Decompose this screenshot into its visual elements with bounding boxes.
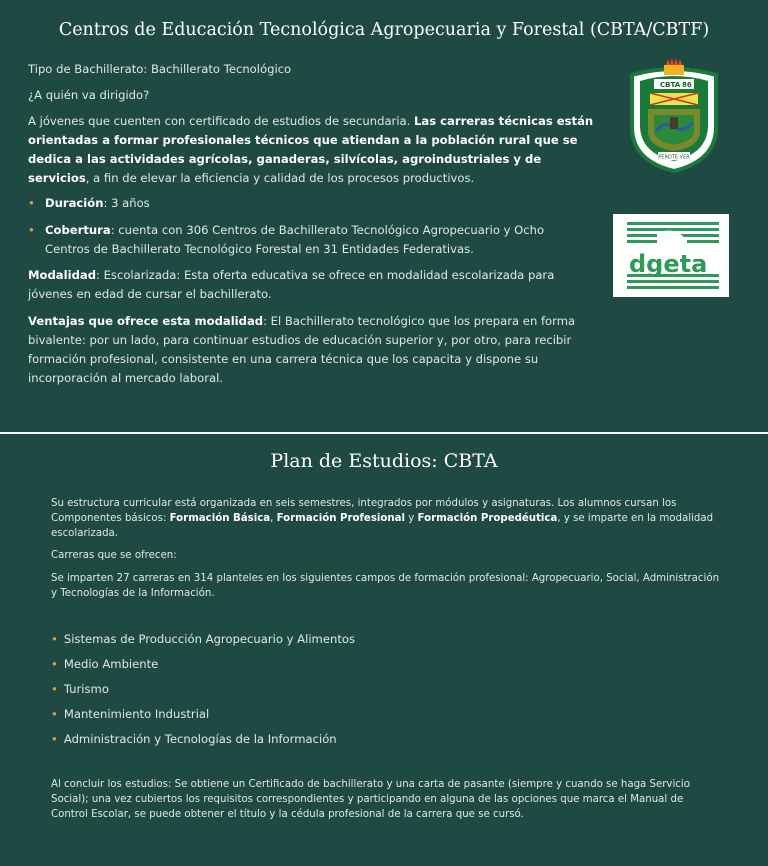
career-item: [51, 657, 158, 671]
formacion-profesional: Formación Profesional: [276, 513, 406, 524]
slide-plan-estudios: [0, 434, 768, 866]
bullet-icon: •: [51, 732, 58, 746]
audience-tail: , a fin de elevar la eficiencia y calidad de los procesos productivos.: [85, 171, 475, 185]
bullet-icon: •: [28, 196, 35, 210]
intro-tail: , y se imparte en la modalidad escolarizada.: [51, 513, 714, 539]
career-label: Turismo: [63, 682, 109, 696]
slide-title: Centros de Educación Tecnológica Agropecuaria y Forestal (CBTA/CBTF): [58, 20, 710, 40]
slide-cbta-overview: [0, 0, 768, 432]
separator: ,: [270, 513, 277, 524]
conclusion-paragraph: Al concluir los estudios: Se obtiene un Certificado de bachillerato y una carta de pasante (siempre y cuando se haga Servicio Social); una vez cubiertos los requisitos correspondientes y participando en alguna de las opciones que marca el Manual de Control Escolar, se puede obtener el título y la cédula profesional de la carrera que se cursó.: [51, 779, 690, 820]
imparten-paragraph: Se imparten 27 carreras en 314 planteles en los siguientes campos de formación profesional: Agropecuario, Social, Administración y Tecnologías de la Información.: [51, 573, 720, 599]
logo-top-text: CBTA: [660, 81, 681, 89]
career-item: [51, 707, 209, 721]
ventajas-text: : El Bachillerato tecnológico que los prepara en forma bivalente: por un lado, para continuar estudios de educación superior y, por otro, para recibir formación profesional, consistente en una carrera técnica que los capacita y dispone su incorporación al mercado laboral.: [28, 314, 576, 385]
tipo-bachillerato: Tipo de Bachillerato: Bachillerato Tecnológico: [28, 62, 292, 76]
bullet-icon: •: [28, 223, 35, 237]
career-label: Medio Ambiente: [63, 657, 159, 671]
logo-motto: PEROTE VER: [658, 154, 690, 161]
audience-question: ¿A quién va dirigido?: [28, 88, 150, 102]
ventajas-paragraph: [28, 312, 593, 388]
cobertura-label: Cobertura: [45, 223, 111, 237]
formacion-propedeutica: Formación Propedéutica: [417, 513, 558, 524]
career-label: Sistemas de Producción Agropecuario y Alimentos: [63, 632, 355, 646]
intro-paragraph: [51, 496, 721, 541]
audience-lead: A jóvenes que cuenten con certificado de estudios de secundaria.: [28, 114, 415, 128]
bullet-icon: •: [51, 707, 58, 721]
bullet-icon: •: [51, 657, 58, 671]
separator: y: [405, 513, 418, 524]
modalidad-label: Modalidad: [28, 268, 96, 282]
cbta-shield-logo: [624, 57, 724, 175]
audience-paragraph: [28, 112, 606, 188]
dgeta-logo: [613, 214, 729, 297]
formacion-basica: Formación Básica: [169, 513, 271, 524]
slide-title: Plan de Estudios: CBTA: [270, 450, 498, 472]
career-item: [51, 682, 109, 696]
modalidad-text: : Escolarizada: Esta oferta educativa se ofrece en modalidad escolarizada para jóvenes en edad de cursar el bachillerato.: [28, 268, 555, 301]
bullet-icon: •: [51, 682, 58, 696]
ventajas-label: Ventajas que ofrece esta modalidad: [28, 314, 264, 328]
bullet-icon: •: [51, 632, 58, 646]
career-item: [51, 732, 337, 746]
dgeta-text: dgeta: [629, 250, 708, 278]
cobertura-text: : cuenta con 306 Centros de Bachillerato Tecnológico Agropecuario y Ocho Centros de Bachillerato Tecnológico Forestal en 31 Entidades Federativas.: [45, 223, 545, 256]
logo-number: 86: [682, 81, 692, 89]
carreras-heading: Carreras que se ofrecen:: [51, 550, 177, 561]
career-label: Mantenimiento Industrial: [63, 707, 210, 721]
career-item: [51, 632, 355, 646]
duracion-text: : 3 años: [103, 196, 150, 210]
career-label: Administración y Tecnologías de la Información: [63, 732, 337, 746]
intro-text: Su estructura curricular está organizada en seis semestres, integrados por módulos y asignaturas. Los alumnos cursan los Componentes básicos:: [51, 498, 677, 524]
audience-bold: Las carreras técnicas están orientadas a formar profesionales técnicos que atiendan a la población rural que se dedica a las actividades agrícolas, ganaderas, silvícolas, agroindustriales y de servicios: [28, 114, 594, 185]
duracion-label: Duración: [45, 196, 104, 210]
modalidad-paragraph: [28, 266, 573, 304]
